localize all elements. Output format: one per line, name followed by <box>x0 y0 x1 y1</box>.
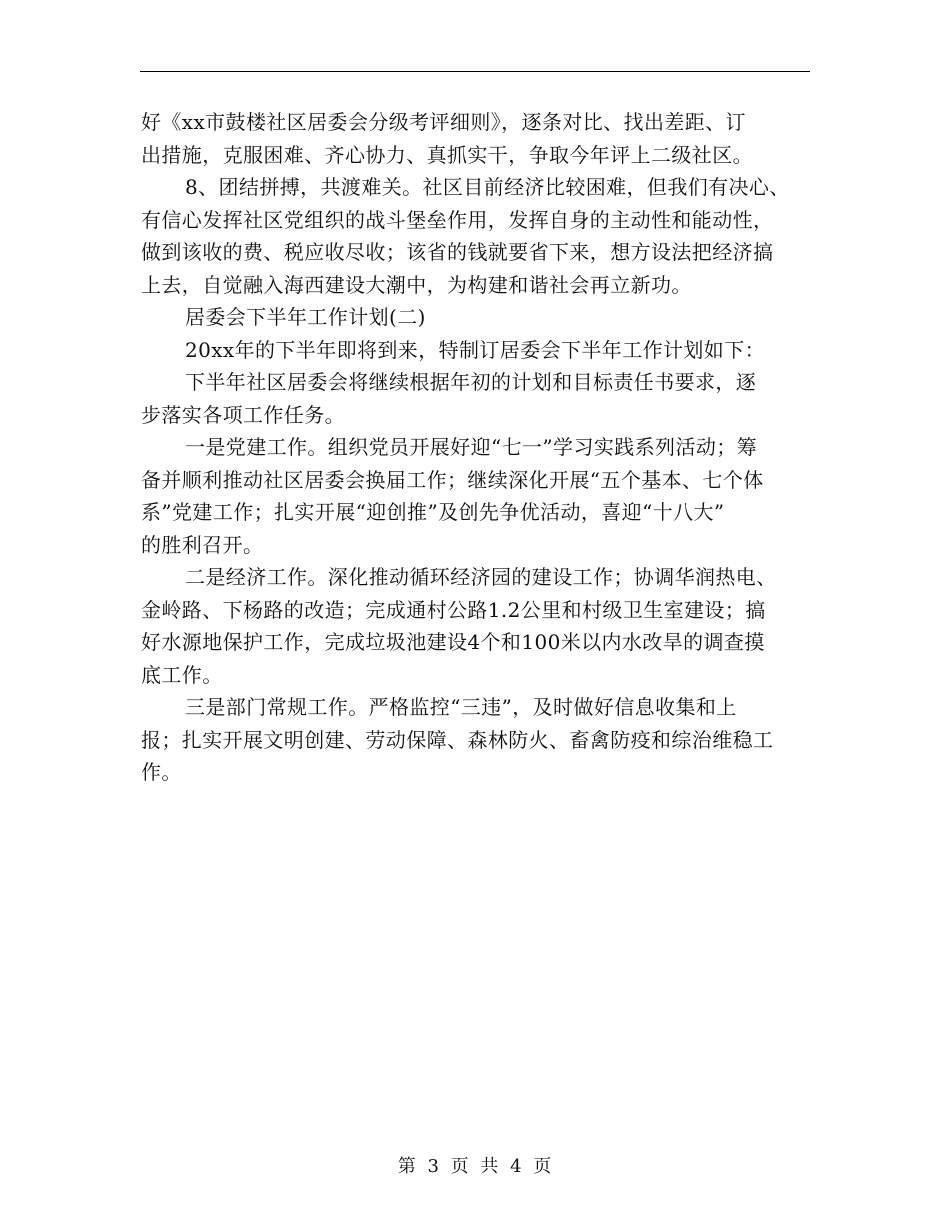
paragraph-start-line: 20xx年的下半年即将到来，特制订居委会下半年工作计划如下： <box>185 337 766 362</box>
page-label-suffix: 页 <box>533 1156 553 1177</box>
paragraph-start-line: 下半年社区居委会将继续根据年初的计划和目标责任书要求，逐 <box>185 370 757 394</box>
page-label-total-prefix: 共 <box>480 1156 500 1177</box>
current-page-number: 3 <box>427 1156 440 1177</box>
paragraph-start-line: 二是经济工作。深化推动循环经济园的建设工作；协调华润热电、 <box>185 565 777 589</box>
page-label-prefix: 第 <box>397 1156 417 1177</box>
text-line: 好水源地保护工作，完成垃圾池建设4个和100米以内水改旱的调查摸 <box>141 630 765 654</box>
page-footer <box>0 1152 950 1178</box>
text-line: 金岭路、下杨路的改造；完成通村公路1.2公里和村级卫生室建设；搞 <box>141 597 766 622</box>
text-line: 备并顺利推动社区居委会换届工作；继续深化开展“五个基本、七个体 <box>141 467 764 492</box>
text-line: 步落实各项工作任务。 <box>141 402 345 427</box>
page-label-mid: 页 <box>450 1156 470 1177</box>
text-line: 出措施，克服困难、齐心协力、真抓实干，争取今年评上二级社区。 <box>141 142 753 167</box>
text-line: 底工作。 <box>141 662 223 687</box>
paragraph-start-line: 8、团结拼搏，共渡难关。社区目前经济比较困难，但我们有决心、 <box>185 175 790 199</box>
document-body <box>141 106 813 789</box>
text-line: 做到该收的费、税应收尽收；该省的钱就要省下来，想方设法把经济搞 <box>141 240 774 264</box>
paragraph-start-line: 三是部门常规工作。严格监控“三违”，及时做好信息收集和上 <box>185 695 737 719</box>
total-pages-number: 4 <box>510 1156 523 1177</box>
header-rule <box>140 71 810 72</box>
text-line: 有信心发挥社区党组织的战斗堡垒作用，发挥自身的主动性和能动性， <box>141 207 774 232</box>
text-line: 的胜利召开。 <box>141 532 264 557</box>
text-line: 好《xx市鼓楼社区居委会分级考评细则》，逐条对比、找出差距、订 <box>141 110 746 134</box>
text-line: 上去，自觉融入海西建设大潮中，为构建和谐社会再立新功。 <box>141 272 692 297</box>
text-line: 作。 <box>141 760 182 784</box>
text-line: 系”党建工作；扎实开展“迎创推”及创先争优活动，喜迎“十八大” <box>141 500 725 524</box>
text-line: 报；扎实开展文明创建、劳动保障、森林防火、畜禽防疫和综治维稳工 <box>141 727 774 752</box>
paragraph-start-line: 一是党建工作。组织党员开展好迎“七一”学习实践系列活动；筹 <box>185 435 758 459</box>
section-heading: 居委会下半年工作计划(二) <box>185 305 426 329</box>
